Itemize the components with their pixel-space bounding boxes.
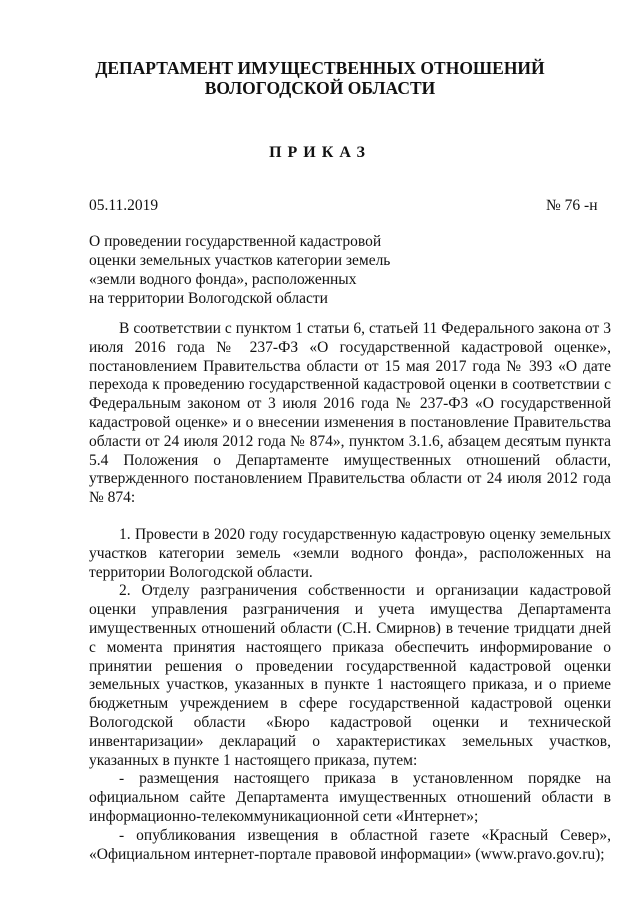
- order-date: 05.11.2019: [89, 197, 159, 214]
- bullet-website-paragraph: - размещения настоящего приказа в установленном порядке на официальном сайте Департамента имущественных отношений области в информационно-телекоммуникационной сети «Интернет»;: [89, 770, 611, 825]
- bullet-publication-paragraph: - опубликования извещения в областной газете «Красный Север», «Официальном интернет-портале правовой информации» (www.pravo.gov.ru);: [89, 826, 611, 863]
- department-header: [0, 58, 640, 98]
- subject-line: на территории Вологодской области: [89, 290, 328, 307]
- order-title: ПРИКАЗ: [269, 144, 371, 161]
- order-body: [89, 320, 611, 864]
- header-line-1: ДЕПАРТАМЕНТ ИМУЩЕСТВЕННЫХ ОТНОШЕНИЙ: [95, 58, 545, 78]
- subject-line: «земли водного фонда», расположенных: [89, 271, 357, 288]
- order-number: № 76 -н: [546, 197, 598, 214]
- order-subject: [89, 232, 409, 308]
- header-line-2: ВОЛОГОДСКОЙ ОБЛАСТИ: [204, 78, 436, 98]
- subject-line: оценки земельных участков категории земель: [89, 252, 391, 269]
- preamble-paragraph: В соответствии с пунктом 1 статьи 6, статьей 11 Федерального закона от 3 июля 2016 года № 237-ФЗ «О государственной кадастровой оценке», постановлением Правительства области от 15 мая 2017 года № 393 «О дате перехода к проведению государственной кадастровой оценки в соответствии с Федеральным законом от 3 июля 2016 года № 237-ФЗ «О государственной кадастровой оценке» и о внесении изменения в постановление Правительства области от 24 июля 2012 года № 874», пунктом 3.1.6, абзацем десятым пункта 5.4 Положения о Департаменте имущественных отношений области, утвержденного постановлением Правительства области от 24 июля 2012 года № 874:: [89, 320, 611, 507]
- item-2-paragraph: 2. Отделу разграничения собственности и организации кадастровой оценки управления разграничения и учета имущества Департамента имущественных отношений области (С.Н. Смирнов) в течение тридцати дней с момента принятия настоящего приказа обеспечить информирование о принятии решения о проведении государственной кадастровой оценки земельных участков, указанных в пункте 1 настоящего приказа, и о приеме бюджетным учреждением в сфере государственной кадастровой оценки Вологодской области «Бюро кадастровой оценки и технической инвентаризации» деклараций о характеристиках земельных участков, указанных в пункте 1 настоящего приказа, путем:: [89, 582, 611, 769]
- subject-line: О проведении государственной кадастровой: [89, 233, 382, 250]
- item-1-paragraph: 1. Провести в 2020 году государственную кадастровую оценку земельных участков категории земель «земли водного фонда», расположенных на территории Вологодской области.: [89, 525, 611, 581]
